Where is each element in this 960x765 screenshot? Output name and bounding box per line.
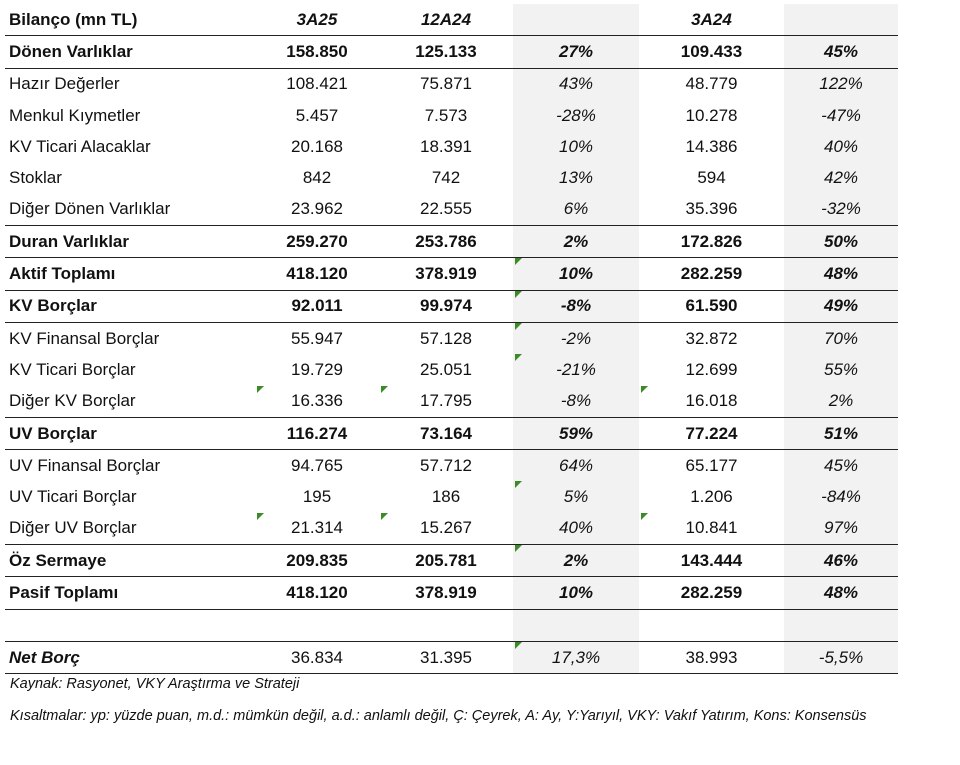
value-3a25: 94.765 (291, 455, 343, 475)
change-vs-12a24: 13% (513, 162, 639, 193)
change-vs-3a24: 51% (784, 417, 898, 449)
table-row (5, 417, 898, 449)
change-vs-12a24: 2% (513, 545, 639, 577)
change-vs-3a24: 70% (784, 322, 898, 354)
change-vs-12a24: 59% (513, 417, 639, 449)
row-label: KV Ticari Alacaklar (9, 136, 151, 156)
value-12a24: 742 (431, 168, 461, 188)
change-vs-3a24: 55% (784, 354, 898, 385)
value-3a24: 32.872 (685, 328, 738, 348)
row-label: Dönen Varlıklar (5, 36, 255, 68)
value-12a24: 31.395 (379, 641, 513, 673)
change-vs-3a24: 50% (784, 226, 898, 258)
value-12a24: 75.871 (420, 74, 472, 94)
value-12a24: 378.919 (379, 577, 513, 609)
header-row (5, 4, 898, 36)
value-12a24: 57.712 (420, 455, 472, 475)
balance-sheet-table (5, 4, 898, 674)
table-row (5, 513, 898, 545)
change-vs-12a24: 6% (513, 194, 639, 226)
row-label: Diğer Dönen Varlıklar (5, 194, 255, 226)
value-3a25: 418.120 (255, 577, 379, 609)
cell-marker-icon (515, 481, 522, 488)
net-debt-row (5, 641, 898, 673)
value-3a25: 20.168 (291, 136, 343, 156)
cell-marker-icon (515, 323, 522, 330)
cell-marker-icon (515, 354, 522, 361)
value-3a24: 61.590 (639, 290, 784, 322)
value-3a24: 12.699 (685, 359, 738, 379)
value-3a24: 282.259 (639, 577, 784, 609)
value-3a25: 259.270 (255, 226, 379, 258)
value-3a25: 116.274 (255, 417, 379, 449)
value-3a24: 14.386 (685, 136, 738, 156)
change-vs-3a24: 45% (784, 450, 898, 482)
value-3a25: 23.962 (255, 194, 379, 226)
row-label: KV Borçlar (5, 290, 255, 322)
cell-marker-icon (257, 386, 264, 393)
row-label: Duran Varlıklar (5, 226, 255, 258)
table-row (5, 258, 898, 290)
value-12a24: 57.128 (420, 328, 472, 348)
value-12a24: 17.795 (379, 386, 513, 418)
cell-marker-icon (515, 642, 522, 649)
table-row (5, 131, 898, 162)
header-12a24: 12A24 (379, 4, 513, 36)
cell-marker-icon (515, 545, 522, 552)
value-3a25: 108.421 (286, 74, 348, 94)
value-12a24: 378.919 (379, 258, 513, 290)
value-3a24: 10.278 (685, 105, 738, 125)
row-label: Diğer KV Borçlar (5, 386, 255, 418)
table-row (5, 577, 898, 609)
value-3a24: 282.259 (639, 258, 784, 290)
table-row (5, 68, 898, 100)
change-vs-3a24: 42% (784, 162, 898, 193)
cell-marker-icon (515, 258, 522, 265)
change-vs-12a24: -2% (513, 322, 639, 354)
value-3a25: 195 (302, 487, 332, 507)
value-12a24: 99.974 (379, 290, 513, 322)
change-vs-3a24: 45% (784, 36, 898, 68)
change-vs-12a24: -8% (513, 290, 639, 322)
change-vs-3a24: -32% (784, 194, 898, 226)
value-3a25: 55.947 (291, 328, 343, 348)
value-12a24: 18.391 (420, 136, 472, 156)
value-3a24: 35.396 (639, 194, 784, 226)
value-3a24: 10.841 (639, 513, 784, 545)
value-12a24: 25.051 (420, 359, 472, 379)
change-vs-12a24: 27% (513, 36, 639, 68)
value-12a24: 253.786 (379, 226, 513, 258)
value-3a24: 594 (697, 168, 726, 188)
abbreviations-note: Kısaltmalar: yp: yüzde puan, m.d.: mümkün değil, a.d.: anlamlı değil, Ç: Çeyrek, A: Ay, Y:Yarıyıl, VKY: Vakıf Yatırım, Kons: Konsensüs (10, 708, 867, 724)
table-row (5, 450, 898, 482)
value-12a24: 15.267 (379, 513, 513, 545)
row-label: Stoklar (9, 168, 62, 188)
change-vs-12a24: 10% (513, 258, 639, 290)
source-note: Kaynak: Rasyonet, VKY Araştırma ve Strateji (10, 676, 300, 692)
value-12a24: 73.164 (379, 417, 513, 449)
table-row (5, 226, 898, 258)
value-3a24: 16.018 (639, 386, 784, 418)
change-vs-12a24: 64% (513, 450, 639, 482)
value-3a25: 842 (302, 168, 332, 188)
value-3a24: 1.206 (690, 487, 733, 507)
row-label: Öz Sermaye (5, 545, 255, 577)
row-label: Aktif Toplamı (5, 258, 255, 290)
change-vs-12a24: 2% (513, 226, 639, 258)
value-3a25: 5.457 (295, 105, 339, 125)
table-row (5, 194, 898, 226)
value-3a25: 21.314 (255, 513, 379, 545)
row-label: Net Borç (5, 641, 255, 673)
value-12a24: 186 (431, 487, 461, 507)
change-vs-12a24: 5% (513, 481, 639, 512)
table-row (5, 354, 898, 385)
change-vs-3a24: -5,5% (784, 641, 898, 673)
change-vs-3a24: 49% (784, 290, 898, 322)
value-3a24: 143.444 (639, 545, 784, 577)
cell-marker-icon (515, 291, 522, 298)
row-label: UV Ticari Borçlar (9, 487, 137, 507)
value-3a24: 48.779 (685, 74, 738, 94)
change-vs-3a24: 97% (784, 513, 898, 545)
cell-marker-icon (641, 513, 648, 520)
change-vs-3a24: 48% (784, 577, 898, 609)
row-label: KV Ticari Borçlar (9, 359, 136, 379)
value-3a25: 158.850 (255, 36, 379, 68)
change-vs-12a24: 10% (513, 131, 639, 162)
change-vs-12a24: 40% (513, 513, 639, 545)
value-3a24: 65.177 (685, 455, 738, 475)
change-vs-3a24: -84% (784, 481, 898, 512)
row-label: UV Borçlar (5, 417, 255, 449)
row-label: Diğer UV Borçlar (5, 513, 255, 545)
change-vs-12a24: -21% (513, 354, 639, 385)
cell-marker-icon (381, 513, 388, 520)
table-row (5, 36, 898, 68)
change-vs-12a24: 17,3% (513, 641, 639, 673)
value-12a24: 205.781 (379, 545, 513, 577)
value-12a24: 22.555 (379, 194, 513, 226)
change-vs-3a24: 40% (784, 131, 898, 162)
cell-marker-icon (257, 513, 264, 520)
row-label: KV Finansal Borçlar (9, 328, 160, 348)
table-row (5, 481, 898, 512)
row-label: UV Finansal Borçlar (9, 455, 161, 475)
cell-marker-icon (381, 386, 388, 393)
change-vs-12a24: -28% (513, 100, 639, 131)
table-row (5, 386, 898, 418)
change-vs-12a24: 10% (513, 577, 639, 609)
value-3a24: 109.433 (639, 36, 784, 68)
header-change-1 (513, 4, 639, 36)
value-3a24: 38.993 (639, 641, 784, 673)
header-change-2 (784, 4, 898, 36)
cell-marker-icon (641, 386, 648, 393)
value-12a24: 7.573 (424, 105, 468, 125)
change-vs-12a24: -8% (513, 386, 639, 418)
value-3a24: 172.826 (639, 226, 784, 258)
header-3a24: 3A24 (639, 4, 784, 36)
value-3a25: 19.729 (291, 359, 343, 379)
table-row (5, 100, 898, 131)
change-vs-3a24: 2% (784, 386, 898, 418)
header-label: Bilanço (mn TL) (5, 4, 255, 36)
change-vs-3a24: 48% (784, 258, 898, 290)
change-vs-3a24: 46% (784, 545, 898, 577)
value-3a25: 92.011 (255, 290, 379, 322)
table-row (5, 545, 898, 577)
change-vs-3a24: 122% (784, 68, 898, 100)
row-label: Hazır Değerler (9, 74, 120, 94)
value-3a25: 36.834 (255, 641, 379, 673)
row-label: Menkul Kıymetler (9, 105, 141, 125)
value-3a25: 209.835 (255, 545, 379, 577)
table-row (5, 322, 898, 354)
value-3a25: 16.336 (255, 386, 379, 418)
spacer-row (5, 609, 898, 641)
value-12a24: 125.133 (379, 36, 513, 68)
value-3a25: 418.120 (255, 258, 379, 290)
change-vs-3a24: -47% (784, 100, 898, 131)
value-3a24: 77.224 (639, 417, 784, 449)
table-row (5, 290, 898, 322)
row-label: Pasif Toplamı (5, 577, 255, 609)
table-row (5, 162, 898, 193)
header-3a25: 3A25 (255, 4, 379, 36)
change-vs-12a24: 43% (513, 68, 639, 100)
